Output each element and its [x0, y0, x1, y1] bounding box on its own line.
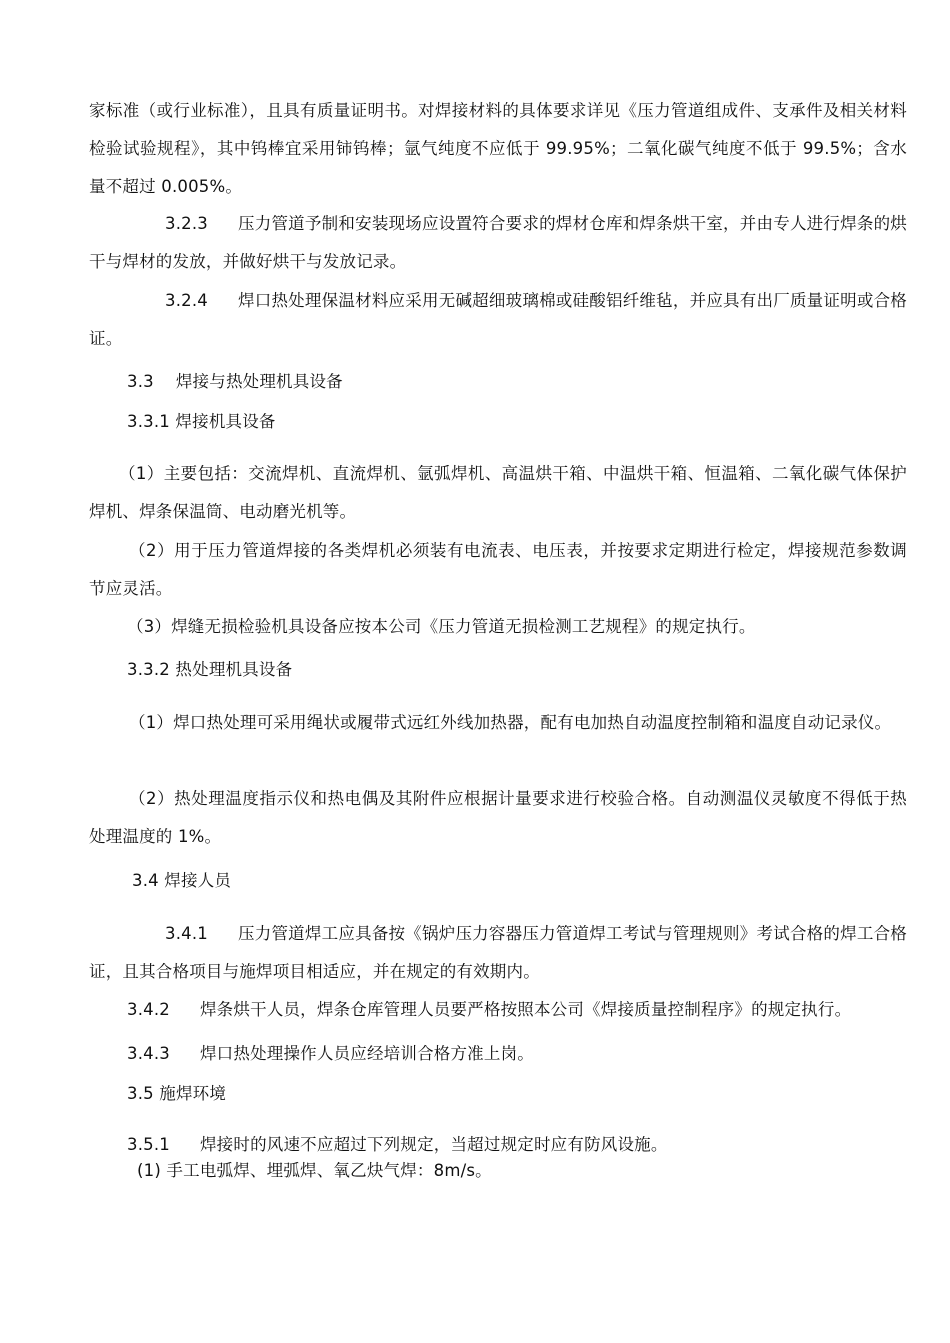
section-number: 3.3	[127, 372, 154, 391]
paragraph-3-2-3	[89, 205, 907, 281]
paragraph-3-3-2-item-2: （2）热处理温度指示仪和热电偶及其附件应根据计量要求进行校验合格。自动测温仪灵敏度不得低于热处理温度的 1%。	[89, 789, 907, 846]
clause-text: 焊接时的风速不应超过下列规定，当超过规定时应有防风设施。	[199, 1135, 668, 1154]
heading-3-3	[127, 363, 343, 401]
clause-number: 3.2.3	[165, 214, 208, 233]
clause-text: 压力管道予制和安装现场应设置符合要求的焊材仓库和焊条烘干室，并由专人进行焊条的烘干与焊材的发放，并做好烘干与发放记录。	[89, 214, 907, 271]
heading-3-5: 3.5 施焊环境	[127, 1084, 227, 1103]
paragraph-3-2-4	[89, 282, 907, 358]
section-title: 焊接与热处理机具设备	[175, 372, 343, 391]
clause-text: 焊口热处理操作人员应经培训合格方准上岗。	[199, 1044, 534, 1063]
clause-number: 3.4.1	[165, 924, 208, 943]
heading-3-3-2: 3.3.2 热处理机具设备	[127, 660, 293, 679]
clause-text: 压力管道焊工应具备按《锅炉压力容器压力管道焊工考试与管理规则》考试合格的焊工合格证，且其合格项目与施焊项目相适应，并在规定的有效期内。	[89, 924, 907, 981]
clause-number: 3.2.4	[165, 291, 208, 310]
paragraph-3-5-1-item-1: (1) 手工电弧焊、埋弧焊、氧乙炔气焊：8m/s。	[137, 1161, 492, 1180]
clause-number: 3.5.1	[127, 1135, 170, 1154]
paragraph-3-3-2-item-1: （1）焊口热处理可采用绳状或履带式远红外线加热器，配有电加热自动温度控制箱和温度自动记录仪。	[129, 713, 892, 732]
paragraph-3-3-1-item-2: （2）用于压力管道焊接的各类焊机必须装有电流表、电压表，并按要求定期进行检定，焊接规范参数调节应灵活。	[89, 541, 907, 598]
clause-number: 3.4.3	[127, 1044, 170, 1063]
heading-3-4: 3.4 焊接人员	[132, 871, 232, 890]
heading-3-3-1: 3.3.1 焊接机具设备	[127, 412, 276, 431]
paragraph-3-3-1-item-1: （1）主要包括：交流焊机、直流焊机、氩弧焊机、高温烘干箱、中温烘干箱、恒温箱、二氧化碳气体保护焊机、焊条保温筒、电动磨光机等。	[89, 464, 907, 521]
paragraph-welding-materials: 家标准（或行业标准），且具有质量证明书。对焊接材料的具体要求详见《压力管道组成件、支承件及相关材料检验试验规程》，其中钨棒宜采用铈钨棒；氩气纯度不应低于 99.95%；二氧化碳气纯度不低于 99.5%；含水量不超过 0.005%。	[89, 101, 907, 196]
clause-number: 3.4.2	[127, 1000, 170, 1019]
clause-text: 焊条烘干人员，焊条仓库管理人员要严格按照本公司《焊接质量控制程序》的规定执行。	[199, 1000, 852, 1019]
paragraph-3-4-3	[127, 1035, 534, 1073]
clause-text: 焊口热处理保温材料应采用无碱超细玻璃棉或硅酸铝纤维毡，并应具有出厂质量证明或合格证。	[89, 291, 907, 348]
paragraph-3-4-1	[89, 915, 907, 991]
paragraph-3-3-1-item-3: （3）焊缝无损检验机具设备应按本公司《压力管道无损检测工艺规程》的规定执行。	[127, 617, 756, 636]
paragraph-3-4-2	[127, 991, 851, 1029]
